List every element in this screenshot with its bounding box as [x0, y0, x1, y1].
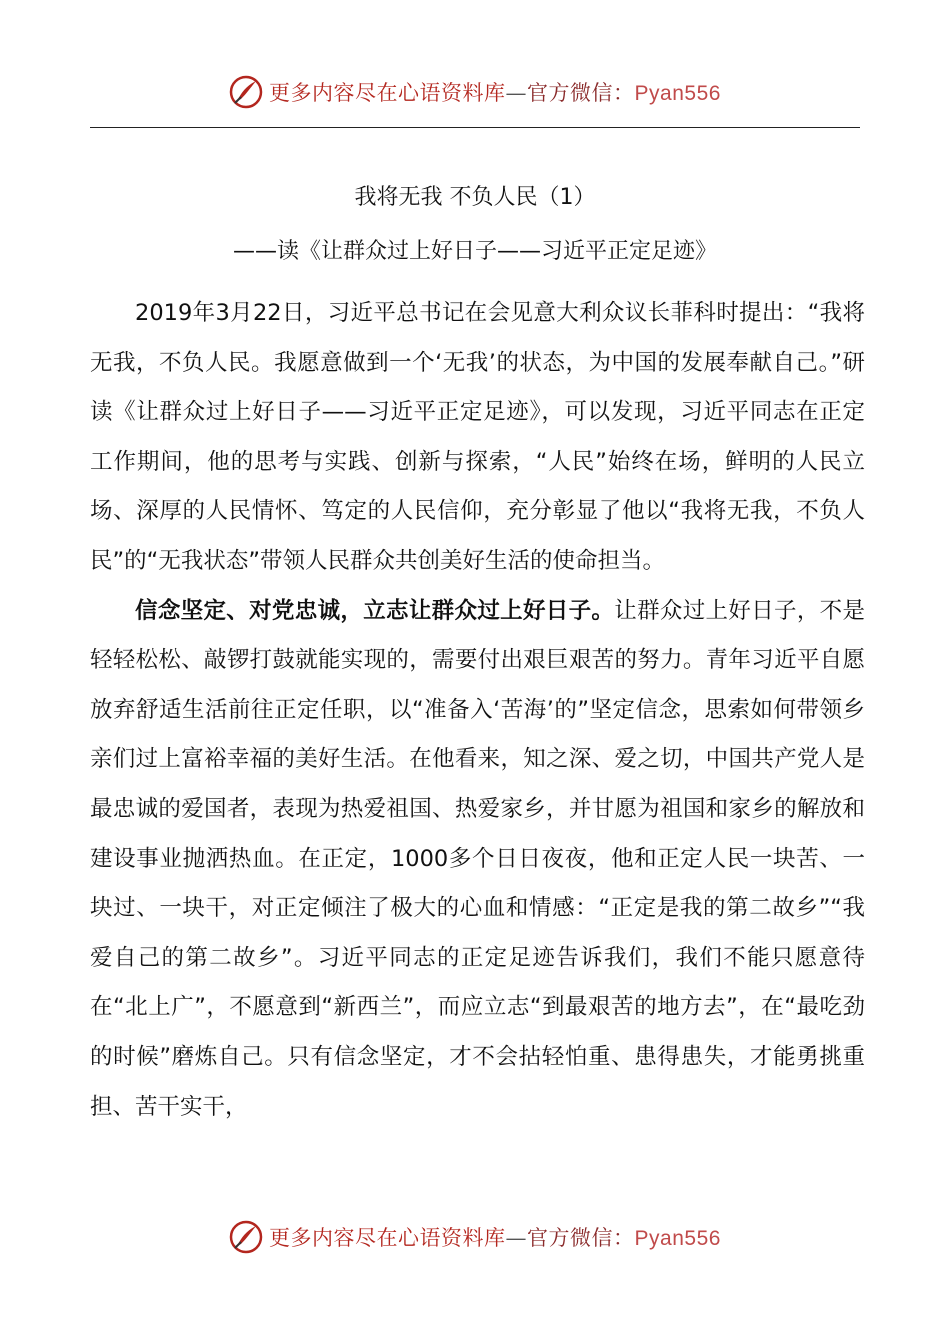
paragraph-1: 2019年3月22日，习近平总书记在会见意大利众议长菲科时提出：“我将无我，不负人民。我愿意做到一个‘无我’的状态，为中国的发展奉献自己。”研读《让群众过上好日子——习近平正定足迹》，可以发现，习近平同志在正定工作期间，他的思考与实践、创新与探索，“人民”始终在场，鲜明的人民立场、深厚的人民情怀、笃定的人民信仰，充分彰显了他以“我将无我，不负人民”的“无我状态”带领人民群众共创美好生活的使命担当。	[90, 300, 865, 574]
quill-logo-icon	[229, 1220, 263, 1254]
paragraph-2: 信念坚定、对党忠诚，立志让群众过上好日子。让群众过上好日子，不是轻轻松松、敲锣打鼓就能实现的，需要付出艰巨艰苦的努力。青年习近平自愿放弃舒适生活前往正定任职，以“准备入‘苦海’的”坚定信念，思索如何带领乡亲们过上富裕幸福的美好生活。在他看来，知之深、爱之切，中国共产党人是最忠诚的爱国者，表现为热爱祖国、热爱家乡，并甘愿为祖国和家乡的解放和建设事业抛洒热血。在正定，1000多个日日夜夜，他和正定人民一块苦、一块过、一块干，对正定倾注了极大的心血和情感：“正定是我的第二故乡”“我爱自己的第二故乡”。习近平同志的正定足迹告诉我们，我们不能只愿意待在“北上广”，不愿意到“新西兰”，而应立志“到最艰苦的地方去”，在“最吃劲的时候”磨炼自己。只有信念坚定，才不会拈轻怕重、患得患失，才能勇挑重担、苦干实干，	[90, 597, 865, 1120]
paragraph-heading: 信念坚定、对党忠诚，立志让群众过上好日子。	[135, 597, 615, 624]
document-subtitle: ——读《让群众过上好日子——习近平正定足迹》	[232, 239, 717, 264]
banner-text: 更多内容尽在心语资料库—官方微信：Pyan556	[269, 1226, 721, 1250]
quill-logo-icon	[229, 75, 263, 109]
header-banner	[0, 72, 950, 112]
footer-banner	[0, 1217, 950, 1257]
banner-text: 更多内容尽在心语资料库—官方微信：Pyan556	[269, 81, 721, 105]
document-title: 我将无我 不负人民（1）	[354, 185, 596, 210]
document-body	[90, 289, 865, 1132]
header-divider	[90, 127, 860, 128]
